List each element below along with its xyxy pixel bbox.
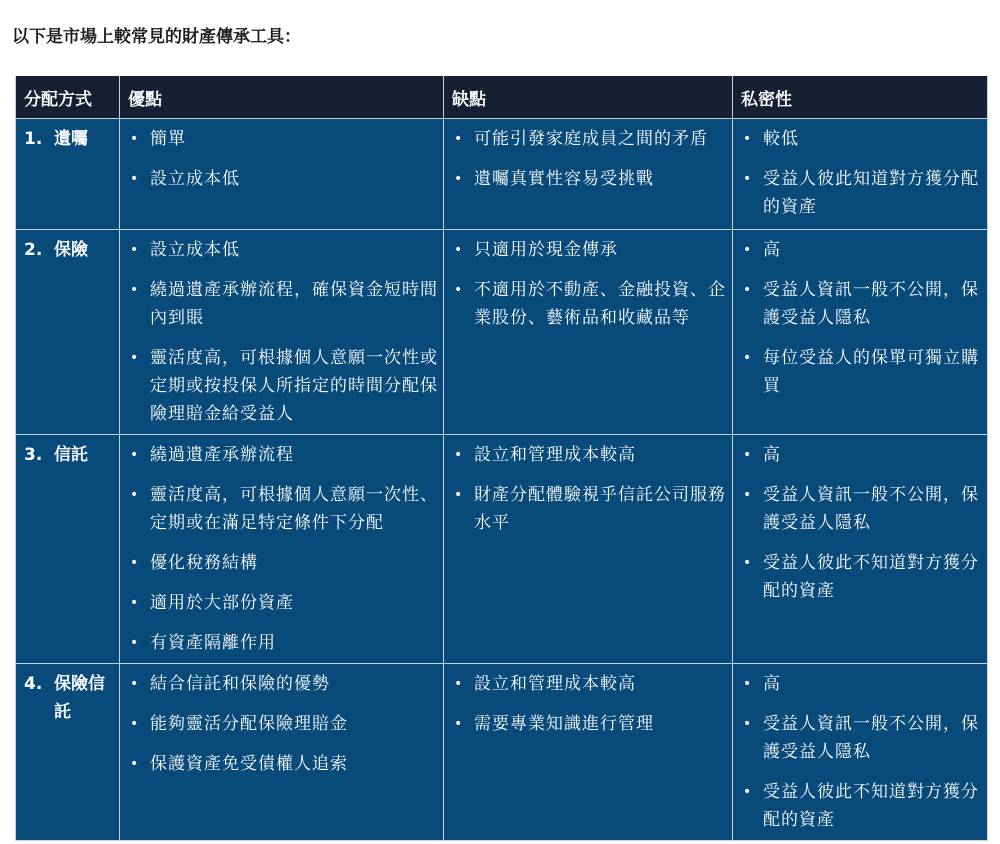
list-item: [741, 276, 983, 332]
bullet-icon: •: [130, 487, 140, 503]
list-item-text: 只適用於現金傳承: [474, 240, 618, 260]
method-cell: [16, 435, 120, 664]
list-item-text: 結合信託和保險的優勢: [150, 674, 330, 694]
list-item: [452, 236, 728, 264]
list-item: [128, 165, 439, 193]
list-item-text: 遺囑真實性容易受挑戰: [474, 169, 654, 189]
method-number: 2.: [24, 240, 43, 260]
list-item: [452, 276, 728, 332]
list-item-text: 高: [763, 445, 781, 465]
method-number: 1.: [24, 129, 43, 149]
cons-cell: [444, 664, 733, 841]
bullet-icon: •: [743, 282, 753, 298]
list-item-text: 受益人彼此知道對方獲分配的資產: [763, 169, 979, 217]
list-item: [128, 481, 439, 537]
bullet-icon: •: [454, 171, 464, 187]
list-item: [741, 236, 983, 264]
header-method: 分配方式: [16, 76, 120, 119]
bullet-icon: •: [454, 447, 464, 463]
list-item-text: 靈活度高，可根據個人意願一次性或定期或按投保人所指定的時間分配保險理賠金給受益人: [150, 348, 438, 424]
bullet-icon: •: [130, 447, 140, 463]
table-row: [16, 664, 988, 841]
list-item-text: 較低: [763, 129, 799, 149]
intro-heading: 以下是市場上較常見的財產傳承工具：: [12, 27, 301, 47]
list-item: [741, 481, 983, 537]
list-item-text: 能夠靈活分配保險理賠金: [150, 714, 348, 734]
list-item-text: 受益人彼此不知道對方獲分配的資產: [763, 782, 979, 830]
list-item-text: 有資產隔離作用: [150, 633, 276, 653]
bullet-icon: •: [454, 716, 464, 732]
pros-list: [128, 670, 439, 778]
bullet-icon: •: [743, 487, 753, 503]
list-item: [741, 441, 983, 469]
bullet-icon: •: [743, 447, 753, 463]
list-item-text: 設立和管理成本較高: [474, 674, 636, 694]
list-item-text: 受益人彼此不知道對方獲分配的資產: [763, 553, 979, 601]
bullet-icon: •: [454, 282, 464, 298]
privacy-list: [741, 236, 983, 400]
cons-list: [452, 125, 728, 193]
list-item: [128, 441, 439, 469]
privacy-list: [741, 441, 983, 605]
cons-cell: [444, 435, 733, 664]
list-item: [452, 125, 728, 153]
list-item: [741, 710, 983, 766]
header-cons: 缺點: [444, 76, 733, 119]
privacy-cell: [733, 230, 988, 435]
list-item-text: 簡單: [150, 129, 186, 149]
cons-cell: [444, 230, 733, 435]
method-number: 3.: [24, 445, 43, 465]
list-item-text: 高: [763, 240, 781, 260]
table-body: [16, 119, 988, 841]
bullet-icon: •: [130, 756, 140, 772]
list-item-text: 保護資產免受債權人追索: [150, 754, 348, 774]
method-name: 信託: [54, 445, 88, 465]
privacy-list: [741, 670, 983, 834]
list-item: [452, 710, 728, 738]
list-item-text: 設立成本低: [150, 169, 240, 189]
cons-cell: [444, 119, 733, 230]
pros-list: [128, 236, 439, 428]
bullet-icon: •: [130, 242, 140, 258]
cons-list: [452, 670, 728, 738]
bullet-icon: •: [130, 282, 140, 298]
method-cell: [16, 230, 120, 435]
list-item: [128, 344, 439, 428]
list-item-text: 受益人資訊一般不公開，保護受益人隱私: [763, 280, 979, 328]
list-item: [741, 344, 983, 400]
list-item-text: 財產分配體驗視乎信託公司服務水平: [474, 485, 726, 533]
table-row: [16, 119, 988, 230]
list-item: [128, 125, 439, 153]
bullet-icon: •: [130, 716, 140, 732]
header-privacy: 私密性: [733, 76, 988, 119]
bullet-icon: •: [454, 676, 464, 692]
bullet-icon: •: [743, 350, 753, 366]
list-item-text: 可能引發家庭成員之間的矛盾: [474, 129, 708, 149]
list-item: [452, 670, 728, 698]
pros-list: [128, 441, 439, 657]
method-number: 4.: [24, 674, 43, 694]
list-item: [128, 236, 439, 264]
table-header: [16, 76, 988, 119]
list-item-text: 高: [763, 674, 781, 694]
method-name: 遺囑: [54, 129, 88, 149]
list-item: [128, 589, 439, 617]
bullet-icon: •: [743, 676, 753, 692]
pros-cell: [120, 230, 444, 435]
bullet-icon: •: [454, 242, 464, 258]
pros-cell: [120, 435, 444, 664]
header-pros: 優點: [120, 76, 444, 119]
list-item-text: 需要專業知識進行管理: [474, 714, 654, 734]
privacy-list: [741, 125, 983, 221]
list-item-text: 靈活度高，可根據個人意願一次性、定期或在滿足特定條件下分配: [150, 485, 438, 533]
list-item: [128, 670, 439, 698]
list-item-text: 設立和管理成本較高: [474, 445, 636, 465]
bullet-icon: •: [743, 784, 753, 800]
privacy-cell: [733, 664, 988, 841]
list-item: [741, 165, 983, 221]
method-name: 保險信託: [54, 674, 105, 722]
list-item: [128, 629, 439, 657]
bullet-icon: •: [454, 487, 464, 503]
method-cell: [16, 664, 120, 841]
privacy-cell: [733, 119, 988, 230]
method-cell: [16, 119, 120, 230]
table-row: [16, 230, 988, 435]
bullet-icon: •: [743, 555, 753, 571]
bullet-icon: •: [743, 131, 753, 147]
list-item-text: 設立成本低: [150, 240, 240, 260]
cons-list: [452, 236, 728, 332]
list-item: [452, 165, 728, 193]
list-item: [741, 670, 983, 698]
method-name: 保險: [54, 240, 88, 260]
list-item-text: 不適用於不動產、金融投資、企業股份、藝術品和收藏品等: [474, 280, 726, 328]
bullet-icon: •: [130, 350, 140, 366]
list-item: [452, 441, 728, 469]
bullet-icon: •: [743, 242, 753, 258]
list-item: [452, 481, 728, 537]
list-item: [128, 549, 439, 577]
cons-list: [452, 441, 728, 537]
list-item: [128, 710, 439, 738]
list-item: [128, 276, 439, 332]
list-item: [128, 750, 439, 778]
pros-cell: [120, 664, 444, 841]
bullet-icon: •: [743, 171, 753, 187]
bullet-icon: •: [130, 635, 140, 651]
bullet-icon: •: [130, 171, 140, 187]
list-item: [741, 125, 983, 153]
list-item-text: 每位受益人的保單可獨立購買: [763, 348, 979, 396]
list-item-text: 受益人資訊一般不公開，保護受益人隱私: [763, 485, 979, 533]
bullet-icon: •: [743, 716, 753, 732]
pros-cell: [120, 119, 444, 230]
bullet-icon: •: [130, 131, 140, 147]
bullet-icon: •: [454, 131, 464, 147]
list-item: [741, 778, 983, 834]
list-item-text: 受益人資訊一般不公開，保護受益人隱私: [763, 714, 979, 762]
list-item-text: 適用於大部份資產: [150, 593, 294, 613]
list-item-text: 優化稅務結構: [150, 553, 258, 573]
list-item: [741, 549, 983, 605]
bullet-icon: •: [130, 676, 140, 692]
table-row: [16, 435, 988, 664]
bullet-icon: •: [130, 555, 140, 571]
inheritance-tools-table: [15, 76, 988, 841]
header-row: [16, 76, 988, 119]
privacy-cell: [733, 435, 988, 664]
bullet-icon: •: [130, 595, 140, 611]
list-item-text: 繞過遺產承辦流程，確保資金短時間內到賬: [150, 280, 438, 328]
list-item-text: 繞過遺產承辦流程: [150, 445, 294, 465]
pros-list: [128, 125, 439, 193]
